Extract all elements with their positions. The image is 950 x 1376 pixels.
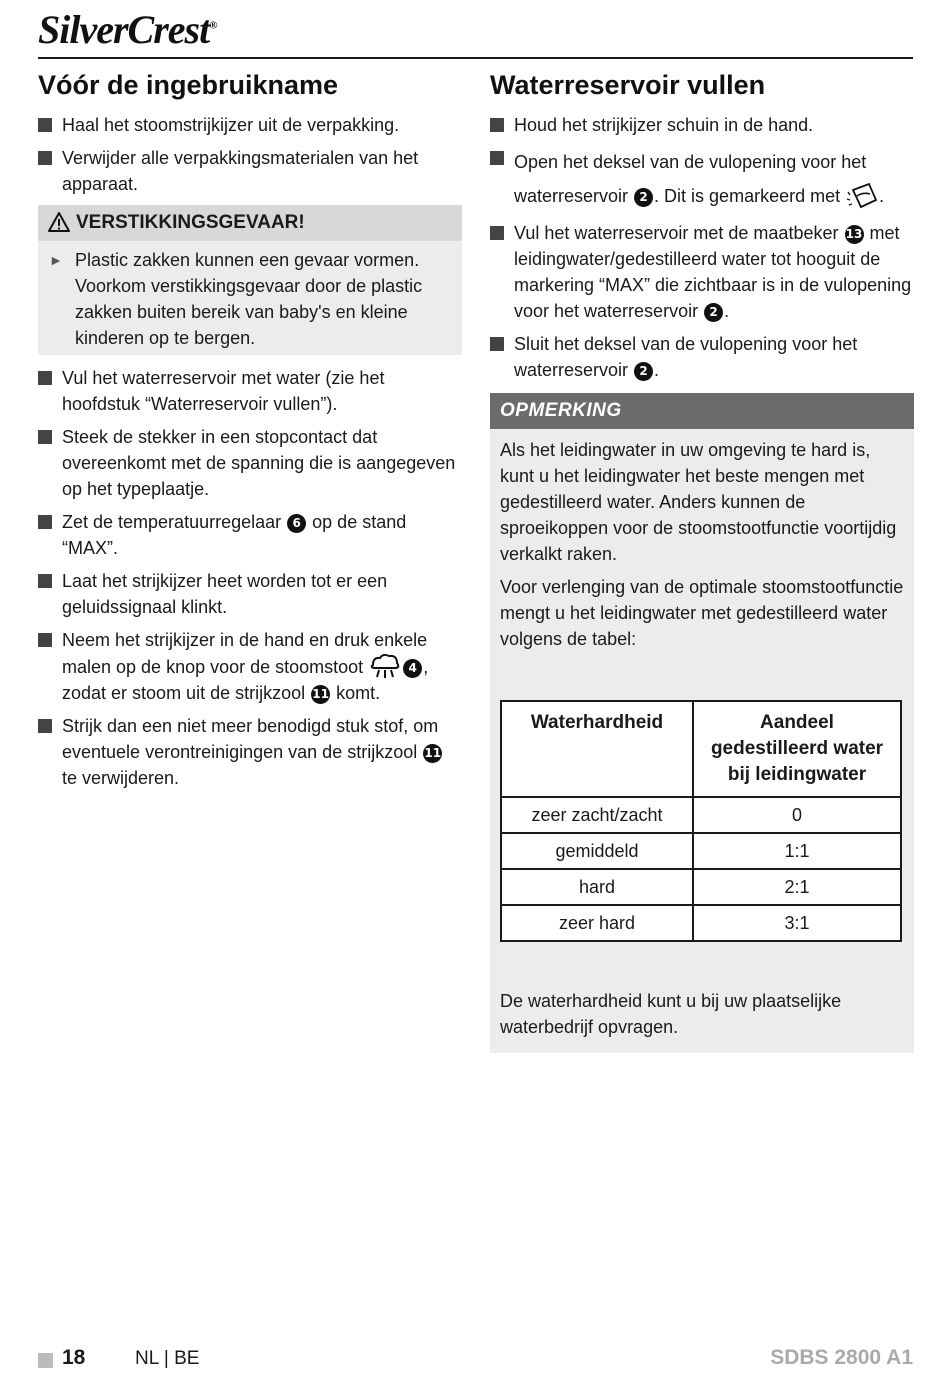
water-fill-icon: [845, 180, 879, 210]
table-header-cell: Waterhardheid: [501, 701, 693, 797]
page-number: 18: [62, 1346, 86, 1369]
note-box: [490, 393, 914, 1053]
table-cell: zeer zacht/zacht: [501, 797, 693, 833]
section-heading-fill-reservoir: Waterreservoir vullen: [490, 70, 766, 100]
table-cell: 3:1: [693, 905, 901, 941]
warning-box: [38, 205, 462, 355]
water-hardness-table: [500, 700, 902, 942]
table-cell: gemiddeld: [501, 833, 693, 869]
table-cell: 0: [693, 797, 901, 833]
table-header-row: [501, 701, 901, 797]
bullet-list-right: [490, 112, 914, 383]
section-heading-before-use: Vóór de ingebruikname: [38, 70, 339, 100]
table-row: [501, 797, 901, 833]
list-item: Haal het stoomstrijkijzer uit de verpakking.: [38, 112, 462, 138]
list-item: Vul het waterreservoir met de maatbeker 13 met leidingwater/gedestilleerd water tot hooguit de markering “MAX” die zichtbaar is in de vulopening voor het waterreservoir 2 .: [490, 220, 914, 324]
table-cell: 1:1: [693, 833, 901, 869]
list-item: Zet de temperatuurregelaar 6 op de stand “MAX”.: [38, 509, 462, 561]
list-item: Strijk dan een niet meer benodigd stuk stof, om eventuele verontreinigingen van de strijkzool 11 te verwijderen.: [38, 713, 462, 791]
list-item: Steek de stekker in een stopcontact dat overeenkomt met de spanning die is aangegeven op het typeplaatje.: [38, 424, 462, 502]
note-paragraph: Voor verlenging van de optimale stoomstootfunctie mengt u het leidingwater met gedestilleerd water volgens de tabel:: [500, 577, 904, 649]
ref-number: 2: [704, 303, 723, 322]
note-paragraph: De waterhardheid kunt u bij uw plaatselijke waterbedrijf opvragen.: [500, 991, 842, 1037]
footer-square-icon: [38, 1353, 53, 1368]
steam-burst-icon: [368, 653, 402, 679]
ref-number: 4: [403, 659, 422, 678]
table-cell: zeer hard: [501, 905, 693, 941]
list-item: Open het deksel van de vulopening voor het waterreservoir 2 . Dit is gemarkeerd met .: [490, 145, 914, 213]
ref-number: 6: [287, 514, 306, 533]
note-paragraph: Als het leidingwater in uw omgeving te hard is, kunt u het leidingwater het beste mengen met gedestilleerd water. Anders kunnen de sproeikoppen voor de stoomstootfunctie voortijdig verkalkt raken.: [500, 440, 897, 564]
table-cell: 2:1: [693, 869, 901, 905]
ref-number: 11: [311, 685, 330, 704]
note-title: OPMERKING: [490, 393, 914, 429]
language-indicator: NL | BE: [135, 1348, 200, 1369]
ref-number: 11: [423, 744, 442, 763]
list-item: Neem het strijkijzer in de hand en druk enkele malen op de knop voor de stoomstoot 4 , zodat er stoom uit de strijkzool 11 komt.: [38, 627, 462, 706]
ref-number: 2: [634, 362, 653, 381]
table-row: [501, 905, 901, 941]
warning-text: ► Plastic zakken kunnen een gevaar vormen. Voorkom verstikkingsgevaar door de plastic zakken buiten bereik van baby's en kleine kinderen op te bergen.: [48, 247, 452, 351]
right-column: [490, 66, 914, 1053]
warning-header: [38, 205, 462, 241]
list-item: Houd het strijkijzer schuin in de hand.: [490, 112, 914, 138]
table-row: [501, 869, 901, 905]
warning-title: VERSTIKKINGSGEVAAR!: [76, 212, 305, 233]
list-item: Laat het strijkijzer heet worden tot er een geluidssignaal klinkt.: [38, 568, 462, 620]
list-item: Vul het waterreservoir met water (zie het hoofdstuk “Waterreservoir vullen”).: [38, 365, 462, 417]
table-row: [501, 833, 901, 869]
ref-number: 13: [845, 225, 864, 244]
bullet-list-top: [38, 112, 462, 197]
ref-number: 2: [634, 188, 653, 207]
table-header-cell: Aandeel gedestilleerd water bij leidingwater: [693, 701, 901, 797]
table-cell: hard: [501, 869, 693, 905]
model-number: SDBS 2800 A1: [770, 1346, 913, 1369]
list-item: Verwijder alle verpakkingsmaterialen van het apparaat.: [38, 145, 462, 197]
bullet-list-main: [38, 365, 462, 791]
brand-logo: SilverCrest®: [38, 7, 217, 52]
page-footer: [38, 1346, 913, 1376]
left-column: [38, 66, 462, 798]
list-item: Sluit het deksel van de vulopening voor het waterreservoir 2 .: [490, 331, 914, 383]
warning-triangle-icon: [48, 212, 70, 232]
header-rule: [38, 57, 913, 59]
